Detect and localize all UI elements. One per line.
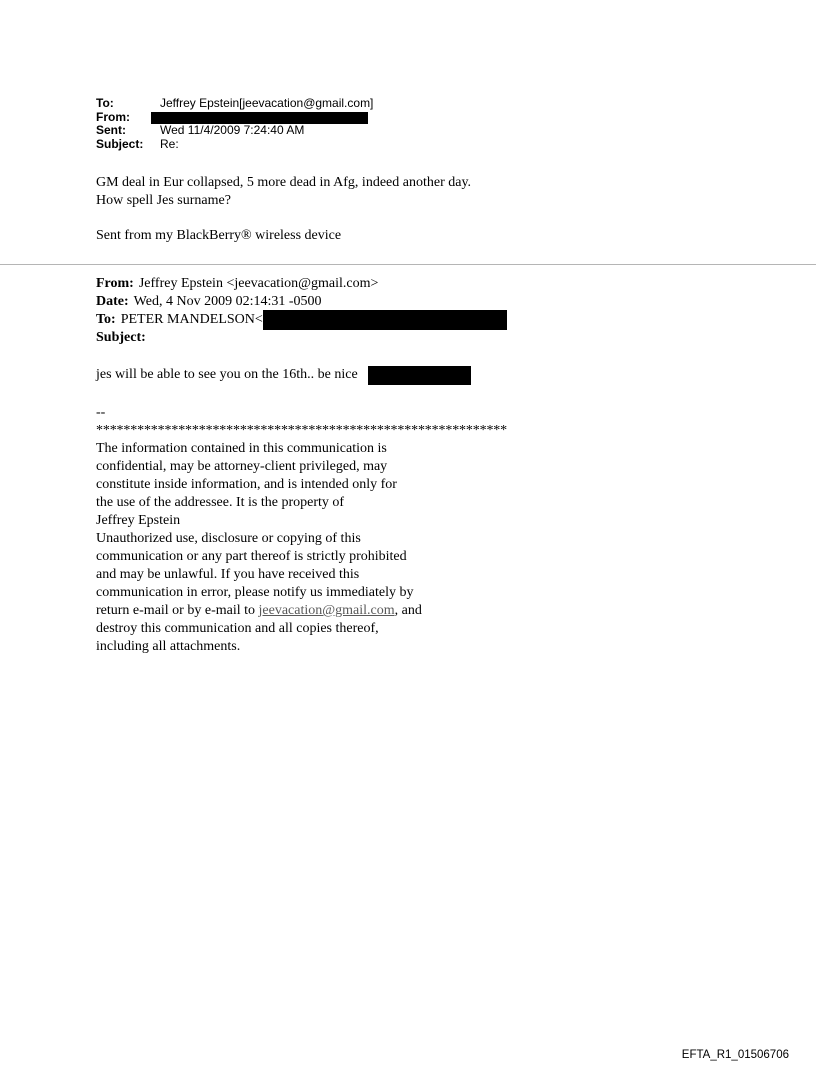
disclaimer-line: communication in error, please notify us immediately by xyxy=(96,585,414,600)
disclaimer-line: communication or any part thereof is strictly prohibited xyxy=(96,549,407,564)
quoted-from-label: From: xyxy=(96,276,134,291)
redaction-box xyxy=(263,310,507,330)
disclaimer-line: the use of the addressee. It is the property of xyxy=(96,495,345,510)
quoted-to-label: To: xyxy=(96,312,116,327)
body-line: GM deal in Eur collapsed, 5 more dead in Afg, indeed another day. xyxy=(96,175,472,190)
to-label: To: xyxy=(96,96,114,110)
subject-label: Subject: xyxy=(96,136,144,151)
quoted-to-value: PETER MANDELSON< xyxy=(120,312,263,327)
from-label: From: xyxy=(96,109,130,124)
quoted-subject-row xyxy=(96,329,507,347)
quoted-date-label: Date: xyxy=(96,294,129,309)
to-value: Jeffrey Epstein[jeevacation@gmail.com] xyxy=(160,96,374,110)
signature: Sent from my BlackBerry® wireless device xyxy=(96,228,342,243)
body-line: How spell Jes surname? xyxy=(96,193,231,208)
disclaimer-line: and may be unlawful. If you have received this xyxy=(96,567,360,582)
disclaimer-line xyxy=(96,602,507,620)
email-link[interactable]: jeevacation@gmail.com xyxy=(258,603,395,618)
quoted-body: jes will be able to see you on the 16th.. be nice xyxy=(96,367,358,382)
quoted-body-row xyxy=(96,366,471,384)
disclaimer-line: Jeffrey Epstein xyxy=(96,513,181,528)
header-sent-row xyxy=(96,124,373,138)
header-to-row xyxy=(96,97,373,111)
disclaimer-line: The information contained in this communication is xyxy=(96,441,387,456)
redaction-box xyxy=(368,366,471,385)
sent-label: Sent: xyxy=(96,123,126,137)
quoted-from-row xyxy=(96,275,507,293)
quoted-header xyxy=(96,275,507,347)
disclaimer-line: including all attachments. xyxy=(96,639,241,654)
subject-value: Re: xyxy=(160,136,179,151)
divider xyxy=(0,264,816,265)
disclaimer-return-prefix: return e-mail or by e-mail to xyxy=(96,603,259,618)
quoted-body-line xyxy=(96,366,471,384)
disclaimer-line: constitute inside information, and is intended only for xyxy=(96,477,397,492)
quoted-subject-label: Subject: xyxy=(96,330,146,345)
email-header xyxy=(96,97,373,151)
quoted-to-row xyxy=(96,311,507,329)
disclaimer-line: Unauthorized use, disclosure or copying of this xyxy=(96,531,361,546)
reply-body xyxy=(96,174,471,210)
sig-dashes: -- xyxy=(96,405,106,420)
quoted-date-row xyxy=(96,293,507,311)
disclaimer-line: confidential, may be attorney-client privileged, may xyxy=(96,459,388,474)
disclaimer-return-suffix: , and xyxy=(394,603,422,618)
sent-value: Wed 11/4/2009 7:24:40 AM xyxy=(160,123,305,137)
quoted-from-value: Jeffrey Epstein <jeevacation@gmail.com> xyxy=(138,276,379,291)
header-from-row xyxy=(96,111,373,125)
disclaimer-line: destroy this communication and all copies thereof, xyxy=(96,621,379,636)
header-subject-row xyxy=(96,138,373,152)
asterisk-line: ************************************************************ xyxy=(96,423,508,438)
disclaimer-block xyxy=(96,404,507,656)
quoted-date-value: Wed, 4 Nov 2009 02:14:31 -0500 xyxy=(133,294,322,309)
document-id: EFTA_R1_01506706 xyxy=(681,1049,789,1061)
